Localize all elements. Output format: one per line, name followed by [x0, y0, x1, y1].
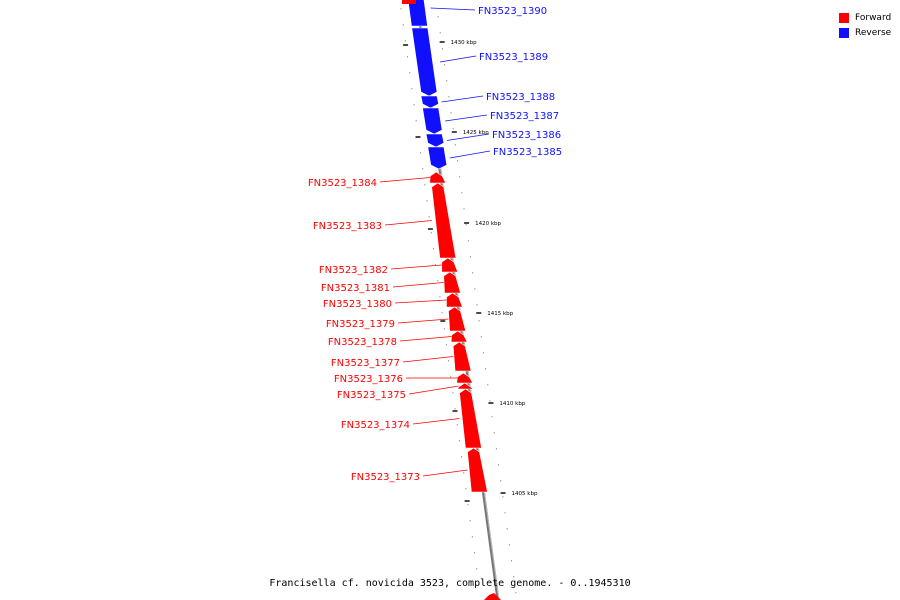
- gene-block: [451, 331, 467, 342]
- gene-leader-line: [385, 221, 432, 226]
- gene-leader-line: [450, 151, 490, 158]
- gene-leader-line: [391, 265, 442, 269]
- kbp-tick-label: 1415 kbp: [487, 311, 514, 317]
- gene-label: FN3523_1385: [493, 147, 563, 158]
- gene-block-partial: [402, 0, 416, 4]
- legend-item-reverse: [839, 25, 899, 40]
- legend: [839, 10, 899, 40]
- gene-block: [423, 108, 443, 134]
- kbp-tick-label: 1425 kbp: [462, 130, 489, 136]
- kbp-tick-label: 1410 kbp: [499, 401, 526, 407]
- kbp-tick-label: 1405 kbp: [511, 491, 538, 497]
- gene-label: FN3523_1387: [490, 111, 560, 122]
- reverse-swatch: [839, 28, 849, 38]
- gene-label: FN3523_1386: [492, 130, 562, 141]
- gene-block: [448, 307, 465, 331]
- gene-label: FN3523_1376: [333, 374, 403, 385]
- gene-block: [446, 293, 462, 307]
- gene-block: [442, 258, 458, 272]
- gene-leader-line: [395, 300, 447, 303]
- legend-label: Forward: [855, 12, 892, 23]
- gene-leader-line: [442, 96, 483, 102]
- gene-block: [412, 28, 437, 96]
- gene-label: FN3523_1382: [318, 265, 388, 276]
- gene-leader-line: [413, 419, 460, 425]
- gene-leader-line: [400, 337, 452, 342]
- gene-label: FN3523_1389: [479, 52, 549, 63]
- gene-leader-line: [393, 283, 444, 288]
- gene-label: FN3523_1390: [478, 6, 548, 17]
- gene-block: [426, 134, 444, 147]
- kbp-tick-label: 1420 kbp: [475, 221, 502, 227]
- gene-label: FN3523_1373: [350, 472, 420, 483]
- forward-swatch: [839, 13, 849, 23]
- gene-block: [432, 183, 456, 258]
- gene-label: FN3523_1381: [320, 283, 390, 294]
- legend-label: Reverse: [855, 27, 892, 38]
- legend-item-forward: [839, 10, 899, 25]
- gene-block: [457, 373, 473, 383]
- gene-leader-line: [445, 115, 487, 121]
- gene-block: [430, 172, 446, 183]
- gene-label: FN3523_1379: [325, 319, 395, 330]
- gene-block: [458, 383, 474, 389]
- gene-label: FN3523_1383: [312, 221, 382, 232]
- gene-block: [444, 272, 461, 293]
- gene-block: [453, 342, 471, 371]
- gene-label: FN3523_1388: [486, 92, 556, 103]
- gene-block: [428, 147, 447, 169]
- gene-block: [460, 389, 482, 448]
- gene-label: FN3523_1380: [322, 299, 392, 310]
- gene-leader-line: [423, 470, 467, 476]
- kbp-tick-label: 1430 kbp: [450, 40, 477, 46]
- gene-leader-line: [380, 178, 430, 183]
- gene-leader-line: [431, 8, 475, 10]
- gene-leader-line: [403, 357, 453, 363]
- gene-block: [421, 96, 439, 108]
- gene-label: FN3523_1375: [336, 390, 406, 401]
- gene-leader-line: [440, 56, 476, 62]
- gene-leader-line: [409, 386, 459, 394]
- gene-block: [467, 448, 487, 492]
- gene-label: FN3523_1384: [307, 178, 377, 189]
- genome-caption: Francisella cf. novicida 3523, complete genome. - 0..1945310: [269, 578, 631, 589]
- gene-label: FN3523_1374: [340, 420, 410, 431]
- gene-label: FN3523_1378: [327, 337, 397, 348]
- gene-label: FN3523_1377: [330, 358, 400, 369]
